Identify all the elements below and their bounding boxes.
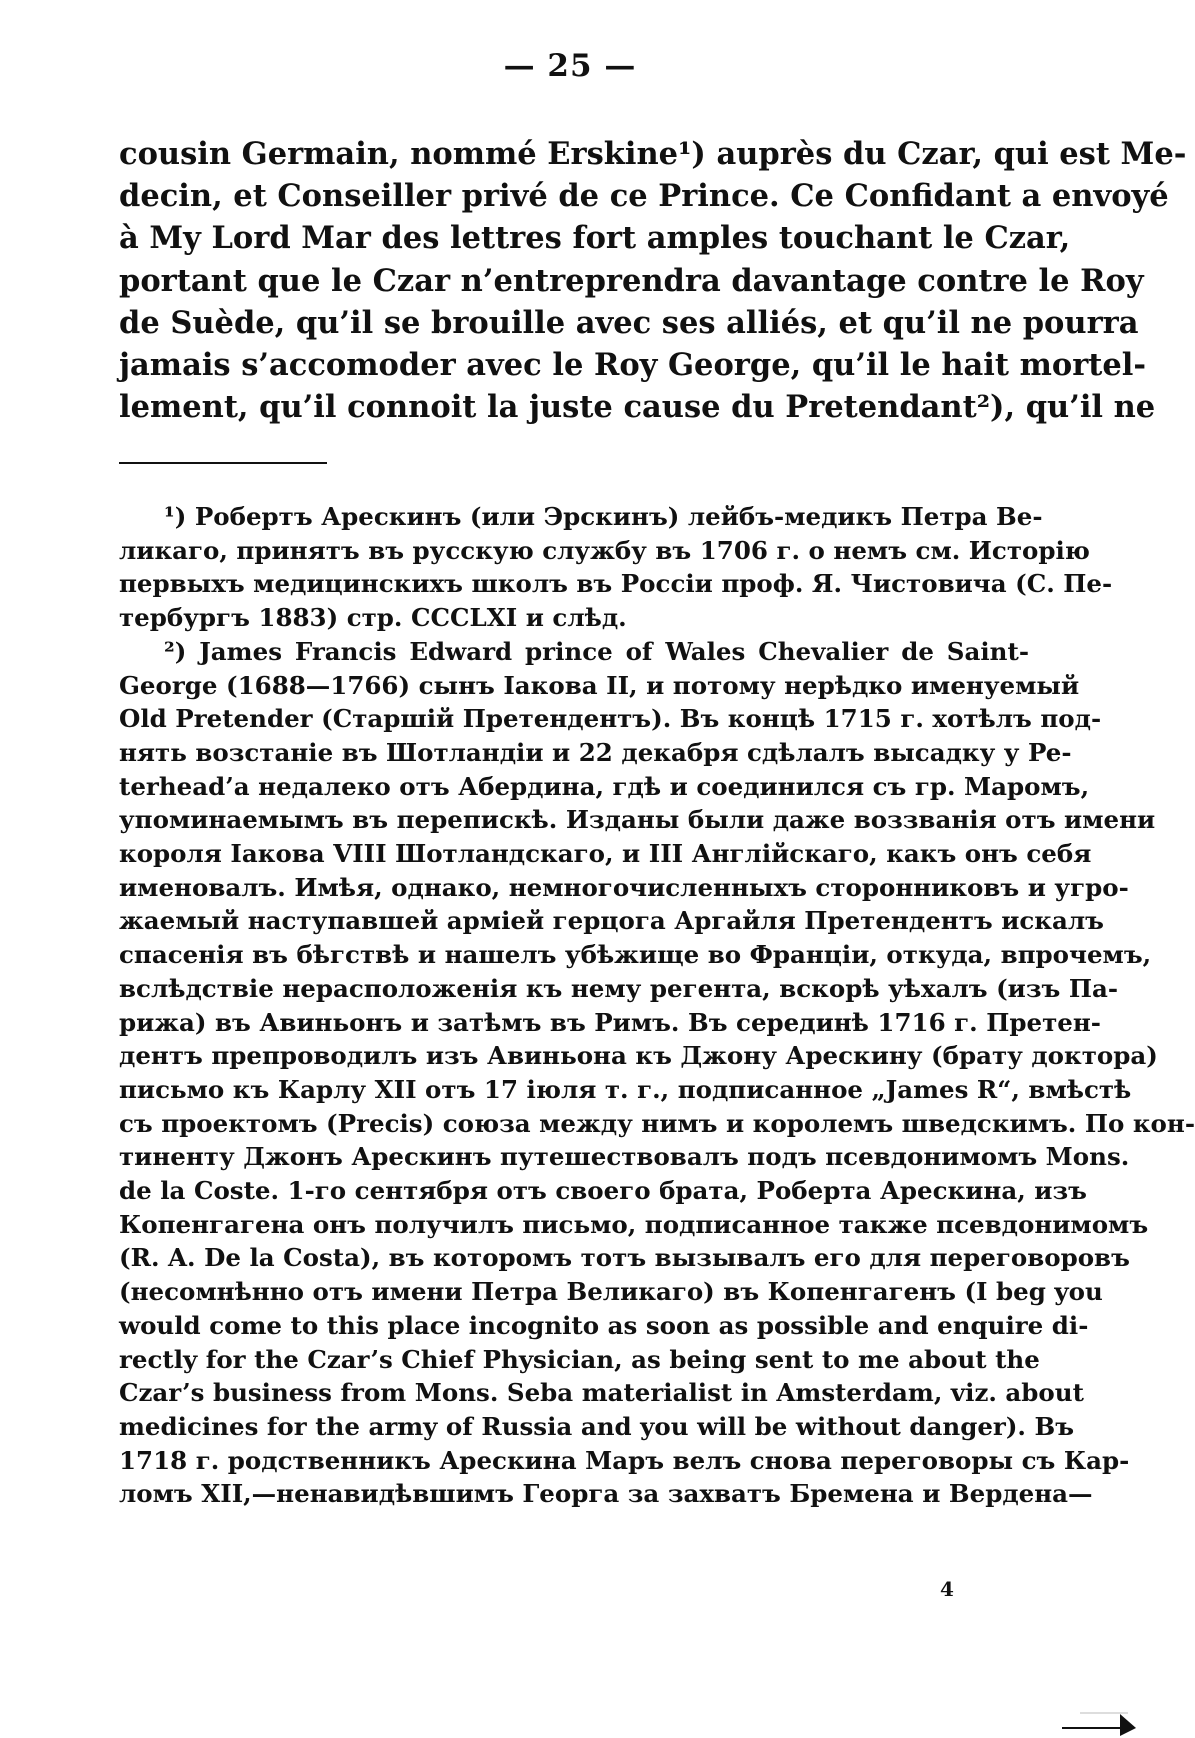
- footnote-line: упоминаемымъ въ перепискѣ. Изданы были даже воззванія отъ имени: [119, 805, 1156, 835]
- footnote-line: terhead’a недалеко отъ Абердина, гдѣ и соединился съ гр. Маромъ,: [119, 771, 1090, 801]
- footnote-line: ломъ XII,—ненавидѣвшимъ Георга за захватъ Бремена и Вердена—: [119, 1479, 1093, 1509]
- footnote-line: Czar’s business from Mons. Seba materialist in Amsterdam, viz. about: [119, 1378, 1084, 1408]
- footnote-line: вслѣдствіе нерасположенія къ нему регента, вскорѣ уѣхалъ (изъ Па-: [119, 973, 1118, 1003]
- footnote-line: тиненту Джонъ Арескинъ путешествовалъ подъ псевдонимомъ Mons.: [119, 1142, 1130, 1172]
- footnote-line: спасенія въ бѣгствѣ и нашелъ убѣжище во Франціи, откуда, впрочемъ,: [119, 940, 1152, 970]
- footnote-line: ликаго, принятъ въ русскую службу въ 1706 г. о немъ см. Исторію: [119, 535, 1090, 565]
- main-text-line: jamais s’accomoder avec le Roy George, qu’il le hait mortel-: [119, 347, 1147, 384]
- footnote-line: medicines for the army of Russia and you will be without danger). Въ: [119, 1411, 1074, 1441]
- footnote-line: ²) James Francis Edward prince of Wales Chevalier de Saint-: [164, 636, 1029, 666]
- footnote-line: Копенгагена онъ получилъ письмо, подписанное также псевдонимомъ: [119, 1209, 1149, 1239]
- footnotes: [119, 500, 1195, 1511]
- page-corner-mark: [1060, 1658, 1140, 1738]
- footnote-line: de la Coste. 1-го сентября отъ своего брата, Роберта Арескина, изъ: [119, 1176, 1087, 1206]
- footnote-line: короля Іакова VIII Шотландскаго, и III Англійскаго, какъ онъ себя: [119, 839, 1092, 869]
- footnote-line: нять возстаніе въ Шотландіи и 22 декабря сдѣлалъ высадку у Pe-: [119, 737, 1072, 767]
- main-text-line: portant que le Czar n’entreprendra davantage contre le Roy: [119, 262, 1144, 299]
- footnote-line: жаемый наступавшей арміей герцога Аргайля Претендентъ искалъ: [119, 906, 1104, 936]
- page-number: — 25 —: [503, 48, 637, 84]
- footnote-line: тербургъ 1883) стр. CCCLXI и слѣд.: [119, 603, 627, 633]
- footnote-line: письмо къ Карлу XII отъ 17 іюля т. г., подписанное „James R“, вмѣстѣ: [119, 1074, 1132, 1104]
- footnote-divider: [119, 462, 327, 464]
- main-text-line: à My Lord Mar des lettres fort amples touchant le Czar,: [119, 220, 1071, 257]
- signature-mark: 4: [940, 1577, 954, 1601]
- footnote-line: первыхъ медицинскихъ школъ въ Россіи проф. Я. Чистовича (С. Пе-: [119, 569, 1113, 599]
- footnote-line: rectly for the Czar’s Chief Physician, as being sent to me about the: [119, 1344, 1040, 1374]
- footnote-line: George (1688—1766) сынъ Іакова II, и потому нерѣдко именуемый: [119, 670, 1080, 700]
- footnote-line: would come to this place incognito as soon as possible and enquire di-: [119, 1310, 1089, 1340]
- footnote-line: дентъ препроводилъ изъ Авиньона къ Джону Арескину (брату доктора): [119, 1041, 1158, 1071]
- main-text-line: de Suède, qu’il se brouille avec ses alliés, et qu’il ne pourra: [119, 304, 1139, 341]
- footnote-line: Old Pretender (Старшій Претендентъ). Въ концѣ 1715 г. хотѣлъ под-: [119, 704, 1102, 734]
- footnote-line: (несомнѣнно отъ имени Петра Великаго) въ Копенгагенъ (I beg you: [119, 1277, 1103, 1307]
- footnote-line: рижа) въ Авиньонъ и затѣмъ въ Римъ. Въ серединѣ 1716 г. Претен-: [119, 1007, 1101, 1037]
- main-text-line: cousin Germain, nommé Erskine¹) auprès du Czar, qui est Me-: [119, 136, 1187, 172]
- main-text-line: decin, et Conseiller privé de ce Prince. Ce Confidant a envoyé: [119, 178, 1169, 215]
- footnote-line: именовалъ. Имѣя, однако, немногочисленныхъ сторонниковъ и угро-: [119, 872, 1129, 902]
- main-text: [119, 133, 1187, 428]
- footnote-line: ¹) Робертъ Арескинъ (или Эрскинъ) лейбъ-медикъ Петра Ве-: [164, 502, 1043, 531]
- footnote-line: 1718 г. родственникъ Арескина Маръ велъ снова переговоры съ Кар-: [119, 1445, 1130, 1475]
- footnote-line: съ проектомъ (Precis) союза между нимъ и королемъ шведскимъ. По кон-: [119, 1108, 1195, 1138]
- footnote-line: (R. A. De la Costa), въ которомъ тотъ вызывалъ его для переговоровъ: [119, 1243, 1130, 1273]
- main-text-line: lement, qu’il connoit la juste cause du Pretendant²), qu’il ne: [119, 389, 1156, 426]
